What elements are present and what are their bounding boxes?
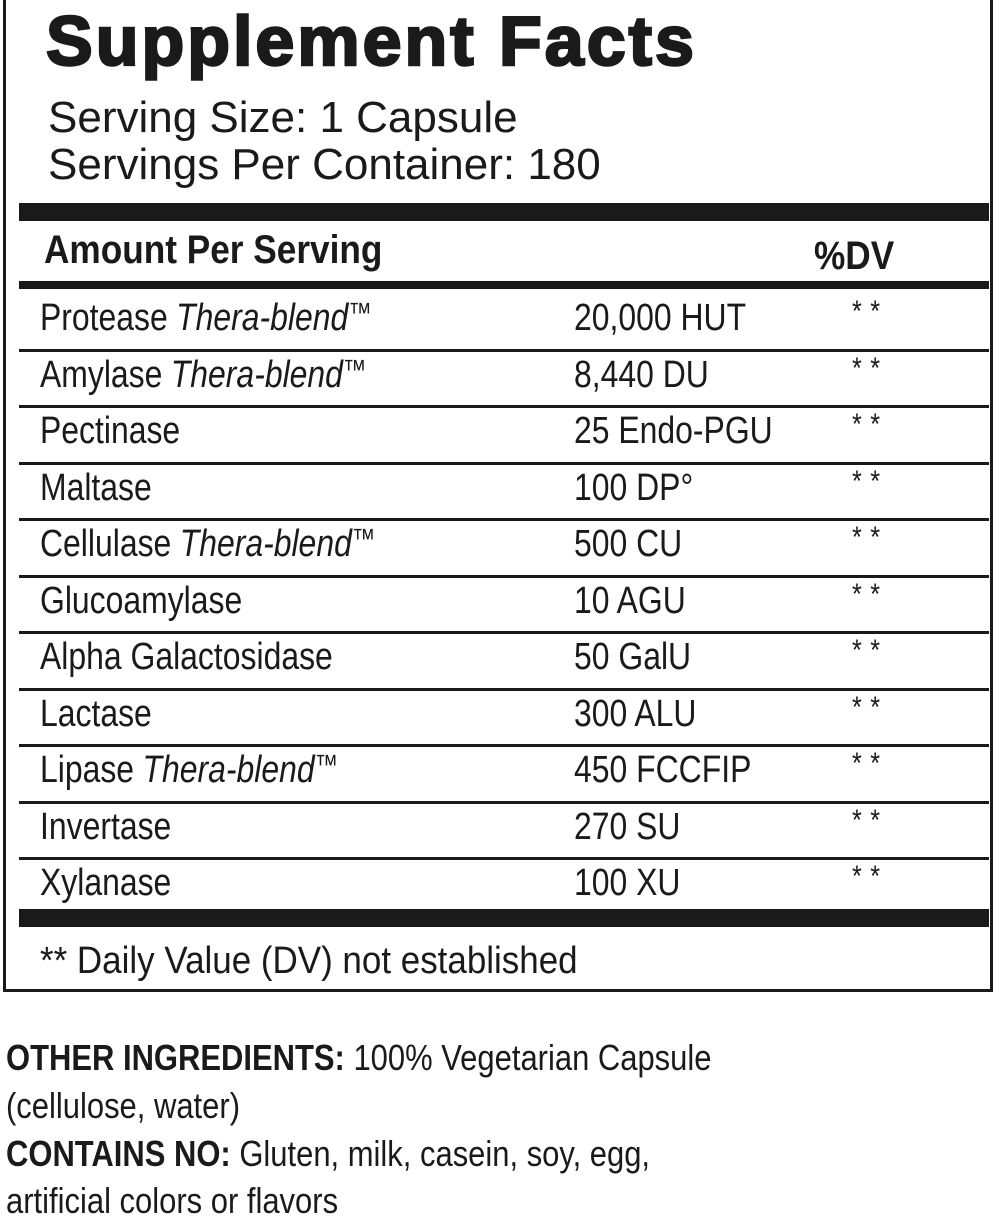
ingredient-amount: 100 XU	[574, 862, 681, 904]
dv-header: %DV	[814, 234, 895, 278]
ingredient-dv: **	[852, 803, 889, 837]
row-divider	[19, 631, 989, 634]
thick-divider-bottom	[19, 909, 989, 927]
row-divider	[19, 857, 989, 860]
ingredient-name	[40, 353, 367, 396]
dv-footnote: ** Daily Value (DV) not established	[40, 940, 578, 982]
ingredient-amount: 500 CU	[574, 523, 683, 565]
ingredient-dv: **	[852, 295, 889, 328]
ingredient-dv: **	[852, 634, 889, 667]
row-divider	[19, 801, 989, 804]
ingredient-amount: 20,000 HUT	[574, 297, 747, 339]
ingredient-name	[40, 692, 152, 735]
ingredient-dv: **	[852, 860, 889, 893]
ingredient-name-text: Amylase	[40, 353, 163, 396]
amount-per-serving-header: Amount Per Serving	[44, 228, 383, 272]
ingredient-dv: **	[852, 747, 889, 780]
ingredient-name-text: Lipase	[40, 749, 135, 791]
ingredient-name-text: Lactase	[40, 692, 152, 735]
ingredient-dv: **	[852, 464, 889, 498]
ingredient-name	[40, 805, 172, 848]
row-divider	[19, 575, 989, 578]
ingredient-amount: 8,440 DU	[574, 353, 709, 396]
ingredient-dv: **	[852, 690, 889, 724]
contains-no-line2: artificial colors or flavors	[6, 1180, 339, 1221]
ingredient-amount: 270 SU	[574, 805, 681, 848]
ingredient-amount: 100 DP°	[574, 466, 694, 509]
label-title: Supplement Facts	[46, 2, 697, 80]
contains-no	[6, 1133, 651, 1174]
ingredient-name-text: Protease	[40, 297, 168, 339]
trademark-symbol: ™	[314, 749, 339, 780]
blend-name: Thera-blend	[179, 523, 352, 565]
other-ingredients	[6, 1037, 712, 1078]
servings-per-container: Servings Per Container: 180	[48, 140, 601, 189]
ingredient-amount: 300 ALU	[574, 692, 697, 735]
serving-size: Serving Size: 1 Capsule	[48, 93, 518, 142]
ingredient-name-text: Glucoamylase	[40, 579, 243, 622]
ingredient-name	[40, 466, 152, 509]
ingredient-name-text: Invertase	[40, 805, 172, 848]
ingredient-name	[40, 579, 243, 622]
ingredient-name-text: Pectinase	[40, 410, 181, 452]
row-divider	[19, 405, 989, 408]
ingredient-amount: 25 Endo-PGU	[574, 410, 773, 452]
trademark-symbol: ™	[348, 297, 372, 328]
row-divider	[19, 518, 989, 521]
row-divider	[19, 688, 989, 691]
contains-no-label: CONTAINS NO:	[6, 1133, 231, 1174]
header-divider	[19, 281, 989, 289]
blend-name: Thera-blend	[142, 749, 315, 791]
ingredient-name-text: Alpha Galactosidase	[40, 636, 333, 678]
ingredient-dv: **	[852, 351, 889, 385]
contains-no-text: Gluten, milk, casein, soy, egg,	[230, 1133, 651, 1174]
ingredient-name-text: Xylanase	[40, 862, 172, 904]
blend-name: Thera-blend	[170, 353, 343, 396]
row-divider	[19, 744, 989, 747]
trademark-symbol: ™	[342, 353, 367, 385]
thick-divider-top	[19, 203, 989, 221]
other-ingredients-line2: (cellulose, water)	[6, 1085, 241, 1126]
row-divider	[19, 349, 989, 352]
ingredient-name	[40, 299, 372, 337]
row-divider	[19, 462, 989, 465]
ingredient-name	[40, 751, 338, 789]
ingredient-dv: **	[852, 521, 889, 554]
ingredient-name	[40, 525, 375, 563]
ingredient-dv: **	[852, 577, 889, 611]
ingredient-name-text: Maltase	[40, 466, 152, 509]
ingredient-name-text: Cellulase	[40, 523, 172, 565]
ingredient-name	[40, 412, 180, 450]
ingredient-name	[40, 638, 333, 676]
supplement-facts-panel	[3, 0, 993, 992]
trademark-symbol: ™	[351, 523, 376, 554]
ingredient-dv: **	[852, 408, 889, 441]
other-ingredients-label: OTHER INGREDIENTS:	[6, 1037, 345, 1078]
ingredient-amount: 50 GalU	[574, 636, 692, 678]
blend-name: Thera-blend	[176, 297, 349, 339]
ingredient-amount: 450 FCCFIP	[574, 749, 752, 791]
ingredient-name	[40, 864, 171, 902]
ingredient-amount: 10 AGU	[574, 579, 686, 622]
other-ingredients-text: 100% Vegetarian Capsule	[344, 1037, 712, 1078]
